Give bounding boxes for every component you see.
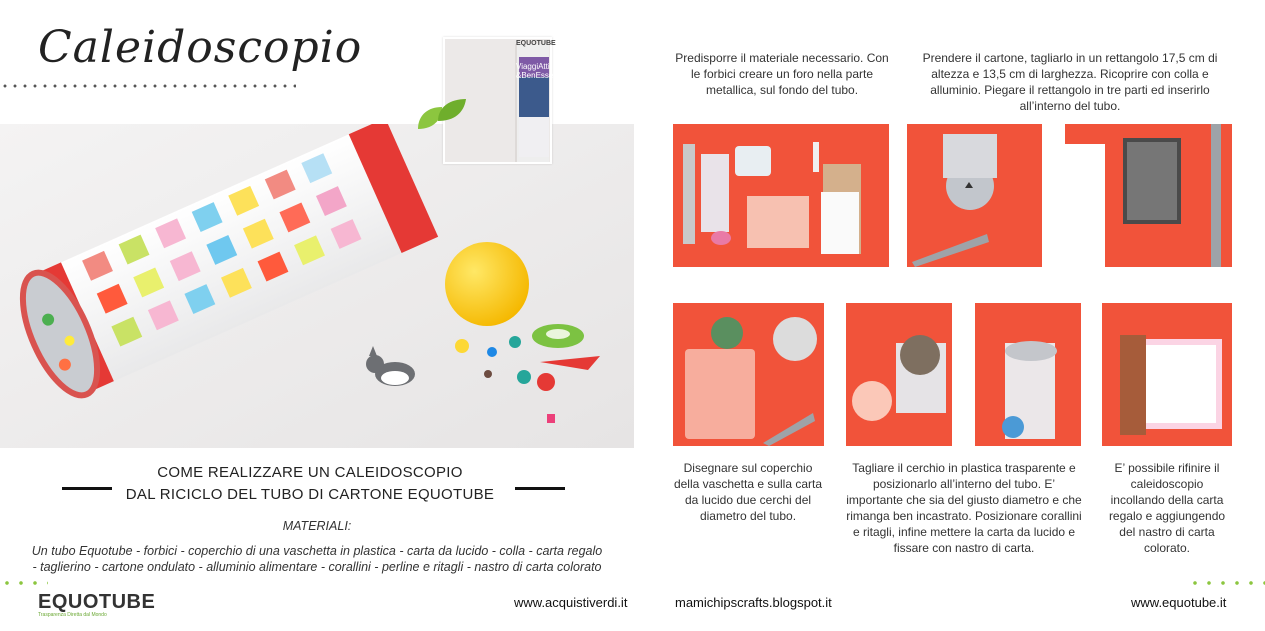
step4-photo-circle	[846, 303, 952, 446]
hero-photo	[0, 124, 634, 448]
footer-dots-left	[0, 581, 48, 585]
headline-line2: DAL RICICLO DEL TUBO DI CARTONE EQUOTUBE	[125, 486, 495, 503]
step5-photo	[1102, 303, 1232, 446]
step3-photo	[673, 303, 824, 446]
materials-list: Un tubo Equotube - forbici - coperchio di una vaschetta in plastica - carta da lucido - colla - carta regalo - taglierino - cartone ondulato - alluminio alimentare - corallini - perline e ritagli - nastro di carta colorato	[31, 544, 603, 574]
footer-dots-right	[1188, 581, 1265, 585]
equotube-logo	[38, 591, 156, 621]
link-equotube[interactable]: www.equotube.it	[1131, 595, 1227, 610]
step5-text: E’ possibile rifinire il caleidoscopio incollando della carta regalo e aggiungendo del nastro di carta colorato.	[1108, 461, 1226, 555]
headline-line1: COME REALIZZARE UN CALEIDOSCOPIO	[157, 464, 463, 481]
step2-text: Prendere il cartone, tagliarlo in un rettangolo 17,5 cm di altezza e 13,5 cm di larghezza. Ricoprire con colla e alluminio. Piegare il rettangolo in tre parti ed inserirlo all’interno del tubo.	[922, 51, 1218, 113]
title-dotted-divider	[0, 84, 296, 88]
headline	[110, 462, 510, 506]
link-acquistiverdi[interactable]: www.acquistiverdi.it	[514, 595, 628, 610]
step3-text: Disegnare sul coperchio della vaschetta e sulla carta da lucido due cerchi del diametro del tubo.	[673, 461, 823, 523]
logo-tagline: Trasparenza Diretta dal Mondo	[38, 612, 107, 618]
step2-photo	[1065, 124, 1232, 267]
step1-text: Predisporre il materiale necessario. Con le forbici creare un foro nella parte metallica, sul fondo del tubo.	[675, 51, 889, 97]
step1-photo-tube-hole	[907, 124, 1042, 267]
headline-rule-left	[62, 487, 112, 490]
product-label: ViaggiAtti &BenEssere	[516, 62, 561, 80]
materials-label: MATERIALI:	[282, 519, 352, 533]
leaf-icon	[414, 95, 474, 135]
step4-text: Tagliare il cerchio in plastica trasparente e posizionarlo all’interno del tubo. E’ importante che sia del giusto diametro e che rimanga ben incastrato. Posizionare corallini e ritagli, infine mettere la carta da lucido e fissare con nastro di carta.	[846, 461, 1082, 555]
link-mamichips[interactable]: mamichipscrafts.blogspot.it	[675, 595, 832, 610]
logo-text: EQUOTUBE	[38, 591, 156, 613]
product-brand: EQUOTUBE	[516, 40, 556, 47]
step1-photo	[673, 124, 889, 267]
page-title: Caleidoscopio	[38, 22, 363, 73]
headline-rule-right	[515, 487, 565, 490]
step4-photo-tube	[975, 303, 1081, 446]
